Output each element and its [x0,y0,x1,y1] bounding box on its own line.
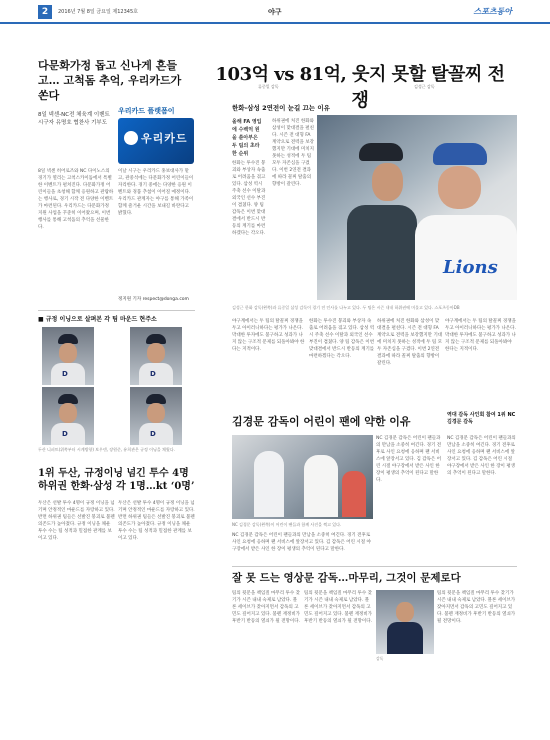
main-intro: 올해 FA 영입에 수백억 원을 쏟아부은 두 팀의 초라한 순위 [232,119,262,157]
card-service-label: 우리카드 플랫폼이 [118,107,175,115]
title-right-caption: 김성근 감독 [414,84,435,89]
section-divider [38,310,195,311]
issue-date: 2016년 7월 8일 금요일 제12345호 [58,9,138,15]
team-mark: D [62,370,68,378]
main-lede: 한화-삼성 2연전이 눈길 끄는 이유 [232,104,330,112]
main-body-col2: 야구계에서는 두 팀의 탈꼴찌 경쟁을 두고 아이러니하다는 평가가 나온다. 막대한 투자에도 불구하고 성과가 나지 않는 구조적 문제를 되돌아봐야 한다는 지적이다. [232,319,305,352]
dark-cap-shape [359,143,403,161]
team-mark: D [62,430,68,438]
main-photo-caption: 김성근 한화 감독(왼쪽)과 류중일 삼성 감독이 경기 전 인사를 나누고 있다. 두 팀은 시즌 내내 하위권에 머물고 있다. 스포츠동아DB [232,305,460,310]
bottom-photo [376,590,434,654]
card-name: 우리카드 [141,132,188,145]
section-name: 야구 [268,8,282,16]
promo-subtitle: 8일 넥센-NC전 체육계 이벤트 시구자 유명호 협찬사 기부도 [38,112,110,126]
manager-photo [317,115,517,300]
lions-cap-shape [433,143,487,165]
promo-article [38,58,195,308]
manager-jacket [347,205,417,300]
kim-body-col1: NC 김경문 감독은 어린이 팬들과의 만남을 소중히 여긴다. 경기 전후로 사인 요청에 응하며 팬 서비스에 앞장서고 있다. 김 감독은 어린 시절 야구장에서 받은 사인 한 장이 평생의 추억이 된다고 말한다. [376,436,442,483]
manager-face [438,166,481,209]
promo-reporter: 정지원 기자 respect@donga.com [118,297,189,302]
kim-body-col3: NC 김경문 감독은 어린이 팬들과의 만남을 소중히 여긴다. 경기 전후로 사인 요청에 응하며 팬 서비스에 앞장서고 있다. 김 감독은 어린 시절 야구장에서 받은 사인 한 장이 평생의 추억이 된다고 말한다. [232,533,371,552]
main-body-col4: 하위권에 처진 한화와 삼성이 맞대결을 펼친다. 시즌 전 대형 FA 계약으로 전력을 보강했지만 기대에 미치지 못하는 성적에 두 팀 모두 자존심을 구겼다. 이번 2연전 결과에 따라 꼴찌 탈출의 향방이 갈린다. [377,319,443,366]
woori-card-image [118,118,194,164]
kim-body-col2: NC 김경문 감독은 어린이 팬들과의 만남을 소중히 여긴다. 경기 전후로 사인 요청에 응하며 팬 서비스에 앞장서고 있다. 김 감독은 어린 시절 야구장에서 받은 사인 한 장이 평생의 추억이 된다고 말한다. [447,436,516,476]
player-photo-1 [42,327,94,385]
player-photo-4 [130,387,182,445]
page-header [0,0,550,24]
newspaper-logo: 스포츠동아 [473,7,512,16]
kim-photo-caption: NC 김경문 감독(왼쪽)이 어린이 팬들과 함께 사진을 찍고 있다. [232,522,342,527]
bottom-body-col1: 팀의 뒷문을 책임질 마무리 투수 찾기가 시즌 내내 숙제로 남았다. 블론 세이브가 잦아지면서 감독의 고민도 깊어지고 있다. 불펜 재정비가 후반기 반등의 열쇠가 될 전망이다. [232,591,300,624]
manager-face [372,163,403,201]
promo-body-col2: 이날 시구는 우리카드 홍보대사가 맡고, 관중석에는 다문화가정 어린이들이 자리한다. 경기 중에는 다양한 응원 이벤트와 경품 추첨이 이어질 예정이다. 우리카드 관계자는 야구를 통해 가족이 함께 즐거운 시간을 보내길 바란다고 밝혔다. [118,169,194,216]
left-body-col2: 두산은 선발 투수 4명이 규정 이닝을 넘기며 안정적인 마운드를 자랑하고 있다. 반면 하위권 팀들은 선발진 붕괴로 불펜 의존도가 높아졌다. 규정 이닝을 채운 투수 수는 팀 성적과 밀접한 관계를 보이고 있다. [118,501,195,541]
main-body-col1: 하위권에 처진 한화와 삼성이 맞대결을 펼친다. 시즌 전 대형 FA 계약으로 전력을 보강했지만 기대에 미치지 못하는 성적에 두 팀 모두 자존심을 구겼다. 이번 2연전 결과에 따라 꼴찌 탈출의 향방이 갈린다. [272,119,314,187]
team-mark: D [150,430,156,438]
promo-title: 다문화가정 돕고 신나게 흔들고… 고척돔 추억, 우리카드가 쏜다 [38,59,182,102]
left-headline: 1위 두산, 규정이닝 넘긴 투수 4명 하위권 한화·삼성 각 1명…kt ‘0명’ [38,468,195,492]
main-headline: 103억 vs 81억, 웃지 못할 탈꼴찌 전쟁 [215,64,505,111]
box-label: ■ 규정 이닝으로 살펴본 각 팀 마운드 현주소 [38,316,157,323]
bottom-photo-caption: 감독 [376,656,384,661]
left-body-col1: 두산은 선발 투수 4명이 규정 이닝을 넘기며 안정적인 마운드를 자랑하고 있다. 반면 하위권 팀들은 선발진 붕괴로 불펜 의존도가 높아졌다. 규정 이닝을 채운 투수 수는 팀 성적과 밀접한 관계를 보이고 있다. [38,501,115,541]
page-number: 2 [38,5,52,19]
main-body-col5: 야구계에서는 두 팀의 탈꼴찌 경쟁을 두고 아이러니하다는 평가가 나온다. 막대한 투자에도 불구하고 성과가 나지 않는 구조적 문제를 되돌아봐야 한다는 지적이다. [445,319,516,352]
main-body-col-left: 한화는 투수진 붕괴와 부상자 속출로 어려움을 겪고 있다. 삼성 역시 주축 선수 이탈과 외국인 선수 부진이 겹쳤다. 양 팀 감독은 이번 맞대결에서 반드시 반등의 계기를 마련하겠다는 각오다. [232,161,266,236]
kim-side-headline: 역대 감독 사인회 참여 1위 NC 김경문 감독 [447,412,516,425]
box-caption: 두산 니퍼트(위쪽부터 시계방향) 보우덴, 장원준, 유희관은 규정 이닝을 채웠다. [38,447,175,452]
lions-jersey-text: Lions [443,257,498,278]
card-logo-icon [124,131,138,145]
section-divider [232,566,517,567]
team-mark: D [150,370,156,378]
bottom-body-col2: 팀의 뒷문을 책임질 마무리 투수 찾기가 시즌 내내 숙제로 남았다. 블론 세이브가 잦아지면서 감독의 고민도 깊어지고 있다. 불펜 재정비가 후반기 반등의 열쇠가 될 전망이다. [304,591,372,624]
promo-body-col1: 8일 넥센 히어로즈와 NC 다이노스의 경기가 열리는 고척스카이돔에서 특별한 이벤트가 펼쳐진다. 다문화가정 어린이들을 초청해 함께 응원하고 관람하는 행사로, 경기 시작 전 다양한 이벤트가 마련된다. 우리카드는 다문화가정 지원 사업을 꾸준히 이어왔으며, 이번 행사를 통해 고척돔의 추억을 선물한다. [38,169,114,230]
title-left-caption: 류중일 감독 [258,84,279,89]
kim-photo [232,435,373,519]
player-photo-3 [42,387,94,445]
kim-headline: 김경문 감독이 어린이 팬에 약한 이유 [232,415,411,428]
bottom-headline: 잘 못 드는 영상문 감독…마무리, 그것이 문제로다 [232,572,461,584]
bottom-body-col3: 팀의 뒷문을 책임질 마무리 투수 찾기가 시즌 내내 숙제로 남았다. 블론 세이브가 잦아지면서 감독의 고민도 깊어지고 있다. 불펜 재정비가 후반기 반등의 열쇠가 될 전망이다. [437,591,516,624]
main-body-col3: 한화는 투수진 붕괴와 부상자 속출로 어려움을 겪고 있다. 삼성 역시 주축 선수 이탈과 외국인 선수 부진이 겹쳤다. 양 팀 감독은 이번 맞대결에서 반드시 반등의 계기를 마련하겠다는 각오다. [309,319,375,359]
player-photo-2 [130,327,182,385]
